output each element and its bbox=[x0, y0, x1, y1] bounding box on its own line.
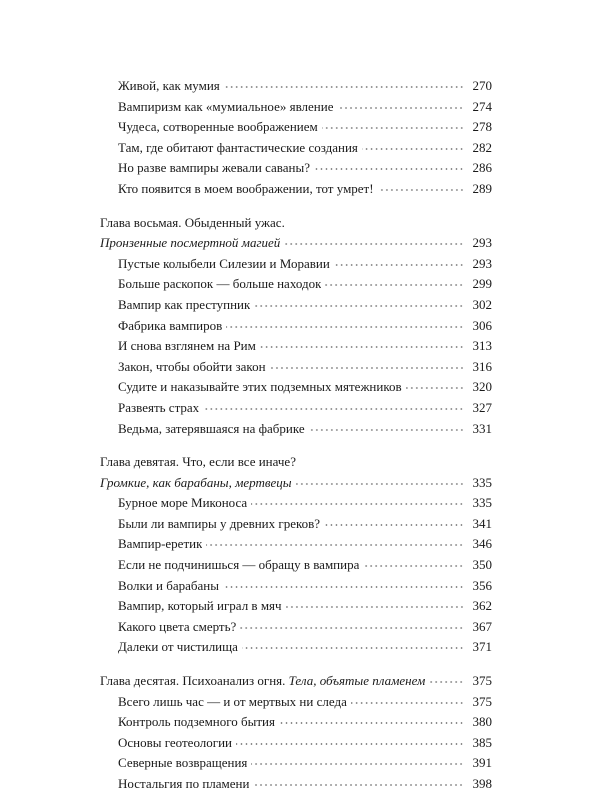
toc-entry-page: 320 bbox=[472, 379, 492, 395]
toc-entry[interactable] bbox=[100, 316, 492, 337]
dot-leader bbox=[363, 564, 464, 568]
toc-entry-title: Закон, чтобы обойти закон bbox=[118, 358, 266, 374]
toc-entry-title: Ведьма, затерявшаяся на фабрике bbox=[118, 420, 305, 436]
toc-entry-page: 346 bbox=[472, 536, 492, 552]
dot-leader bbox=[314, 167, 464, 171]
toc-entry-page: 289 bbox=[472, 180, 492, 196]
table-of-contents bbox=[100, 76, 492, 795]
dot-leader bbox=[253, 783, 464, 787]
toc-entry[interactable] bbox=[100, 774, 492, 795]
toc-entry-title: Кто появится в моем воображении, тот умрет! bbox=[118, 180, 374, 196]
toc-entry[interactable] bbox=[100, 712, 492, 733]
dot-leader bbox=[334, 263, 464, 267]
dot-leader bbox=[296, 482, 464, 486]
chapter-subtitle: Громкие, как барабаны, мертвецы bbox=[100, 474, 292, 490]
toc-entry[interactable] bbox=[100, 179, 492, 200]
toc-entry-page: 385 bbox=[472, 734, 492, 750]
toc-entry[interactable] bbox=[100, 357, 492, 378]
chapter-subtitle-entry[interactable] bbox=[100, 233, 492, 254]
toc-entry[interactable] bbox=[100, 555, 492, 576]
toc-entry-title: Были ли вампиры у древних греков? bbox=[118, 515, 321, 531]
toc-entry-title: Далеки от чистилища bbox=[118, 639, 238, 655]
chapter-heading: Глава девятая. Что, если все иначе? bbox=[100, 454, 296, 470]
section-gap bbox=[100, 658, 492, 671]
toc-entry-page: 362 bbox=[472, 598, 492, 614]
dot-leader bbox=[260, 345, 464, 349]
dot-leader bbox=[206, 543, 464, 547]
toc-entry-title: Развеять страх bbox=[118, 399, 200, 415]
toc-entry-title: Судите и наказывайте этих подземных мятежников bbox=[118, 379, 402, 395]
toc-entry[interactable] bbox=[100, 76, 492, 97]
toc-entry-page: 350 bbox=[472, 557, 492, 573]
toc-entry-page: 356 bbox=[472, 577, 492, 593]
toc-entry[interactable] bbox=[100, 377, 492, 398]
dot-leader bbox=[429, 680, 464, 684]
dot-leader bbox=[324, 523, 464, 527]
toc-entry[interactable] bbox=[100, 254, 492, 275]
toc-entry-page: 282 bbox=[472, 139, 492, 155]
chapter-subtitle-entry[interactable] bbox=[100, 473, 492, 494]
dot-leader bbox=[223, 585, 464, 589]
chapter-heading-entry[interactable] bbox=[100, 671, 492, 692]
toc-entry[interactable] bbox=[100, 336, 492, 357]
toc-entry[interactable] bbox=[100, 274, 492, 295]
dot-leader bbox=[270, 366, 464, 370]
toc-entry-page: 367 bbox=[472, 618, 492, 634]
toc-entry[interactable] bbox=[100, 617, 492, 638]
chapter-heading-text bbox=[100, 671, 425, 692]
toc-entry[interactable] bbox=[100, 97, 492, 118]
toc-entry-title: Живой, как мумия bbox=[118, 78, 220, 93]
toc-entry-page: 398 bbox=[472, 776, 492, 791]
toc-entry-page: 331 bbox=[472, 420, 492, 436]
toc-entry-title: Чудеса, сотворенные воображением bbox=[118, 119, 318, 135]
toc-entry-title: Контроль подземного бытия bbox=[118, 714, 275, 730]
dot-leader bbox=[284, 242, 464, 246]
toc-entry-title: Всего лишь час — и от мертвых ни следа bbox=[118, 693, 347, 709]
dot-leader bbox=[240, 626, 464, 630]
dot-leader bbox=[406, 386, 464, 390]
toc-entry[interactable] bbox=[100, 419, 492, 440]
toc-entry-page: 286 bbox=[472, 160, 492, 176]
toc-entry-page: 335 bbox=[472, 474, 492, 490]
dot-leader bbox=[322, 126, 464, 130]
toc-entry-page: 299 bbox=[472, 276, 492, 292]
toc-entry-title: Волки и барабаны bbox=[118, 577, 219, 593]
toc-entry[interactable] bbox=[100, 733, 492, 754]
toc-entry[interactable] bbox=[100, 295, 492, 316]
toc-entry-title: Вампир-еретик bbox=[118, 536, 203, 552]
toc-entry-page: 316 bbox=[472, 358, 492, 374]
dot-leader bbox=[378, 188, 464, 192]
toc-entry-title: Вампир, который играл в мяч bbox=[118, 598, 282, 614]
toc-entry-page: 278 bbox=[472, 119, 492, 135]
toc-entry[interactable] bbox=[100, 534, 492, 555]
dot-leader bbox=[254, 304, 464, 308]
dot-leader bbox=[251, 762, 464, 766]
toc-entry-page: 375 bbox=[472, 693, 492, 709]
dot-leader bbox=[309, 428, 464, 432]
dot-leader bbox=[242, 646, 464, 650]
dot-leader bbox=[224, 85, 464, 89]
toc-entry-page: 375 bbox=[472, 673, 492, 689]
dot-leader bbox=[351, 701, 464, 705]
dot-leader bbox=[226, 325, 464, 329]
dot-leader bbox=[286, 605, 464, 609]
dot-leader bbox=[236, 742, 464, 746]
toc-entry-title: Вампиризм как «мумиальное» явление bbox=[118, 98, 334, 114]
toc-entry[interactable] bbox=[100, 138, 492, 159]
toc-entry[interactable] bbox=[100, 576, 492, 597]
toc-entry-title: Вампир как преступник bbox=[118, 296, 251, 312]
toc-entry-page: 391 bbox=[472, 755, 492, 771]
dot-leader bbox=[337, 106, 464, 110]
toc-entry-title: Бурное море Миконоса bbox=[118, 495, 248, 511]
toc-entry-title: Основы геотеологии bbox=[118, 734, 233, 750]
toc-entry-title: Больше раскопок — больше находок bbox=[118, 276, 322, 292]
dot-leader bbox=[325, 283, 464, 287]
dot-leader bbox=[279, 721, 464, 725]
toc-entry[interactable] bbox=[100, 753, 492, 774]
dot-leader bbox=[203, 407, 464, 411]
section-gap bbox=[100, 200, 492, 213]
section-gap bbox=[100, 439, 492, 452]
chapter-subtitle: Пронзенные посмертной магией bbox=[100, 235, 281, 251]
toc-entry-page: 335 bbox=[472, 495, 492, 511]
toc-entry-title: Если не подчинишься — обращу в вампира bbox=[118, 557, 360, 573]
chapter-heading: Глава восьмая. Обыденный ужас. bbox=[100, 214, 285, 230]
dot-leader bbox=[251, 502, 464, 506]
chapter-subtitle: Тела, объятые пламенем bbox=[288, 673, 426, 689]
toc-entry[interactable] bbox=[100, 158, 492, 179]
toc-entry-page: 293 bbox=[472, 255, 492, 271]
chapter-heading: Глава десятая. Психоанализ огня. bbox=[100, 673, 286, 689]
toc-entry-title: Но разве вампиры жевали саваны? bbox=[118, 160, 311, 176]
toc-entry-page: 306 bbox=[472, 317, 492, 333]
toc-entry-title: Северные возвращения bbox=[118, 755, 248, 771]
toc-entry-page: 274 bbox=[472, 98, 492, 114]
toc-entry-title: Там, где обитают фантастические создания bbox=[118, 139, 358, 155]
dot-leader bbox=[362, 147, 464, 151]
toc-entry[interactable] bbox=[100, 117, 492, 138]
toc-entry-page: 341 bbox=[472, 515, 492, 531]
toc-entry[interactable] bbox=[100, 398, 492, 419]
toc-entry[interactable] bbox=[100, 692, 492, 713]
toc-entry-page: 371 bbox=[472, 639, 492, 655]
toc-entry-title: Ностальгия по пламени bbox=[118, 776, 250, 791]
toc-entry-page: 293 bbox=[472, 235, 492, 251]
toc-entry[interactable] bbox=[100, 493, 492, 514]
toc-entry-title: И снова взглянем на Рим bbox=[118, 338, 256, 354]
toc-entry[interactable] bbox=[100, 637, 492, 658]
toc-entry-page: 313 bbox=[472, 338, 492, 354]
toc-entry-title: Фабрика вампиров bbox=[118, 317, 223, 333]
toc-entry-page: 302 bbox=[472, 296, 492, 312]
toc-entry-page: 380 bbox=[472, 714, 492, 730]
toc-entry-title: Какого цвета смерть? bbox=[118, 618, 237, 634]
toc-entry-title: Пустые колыбели Силезии и Моравии bbox=[118, 255, 330, 271]
toc-entry[interactable] bbox=[100, 596, 492, 617]
toc-entry-page: 270 bbox=[472, 78, 492, 93]
toc-entry-page: 327 bbox=[472, 399, 492, 415]
toc-entry[interactable] bbox=[100, 514, 492, 535]
